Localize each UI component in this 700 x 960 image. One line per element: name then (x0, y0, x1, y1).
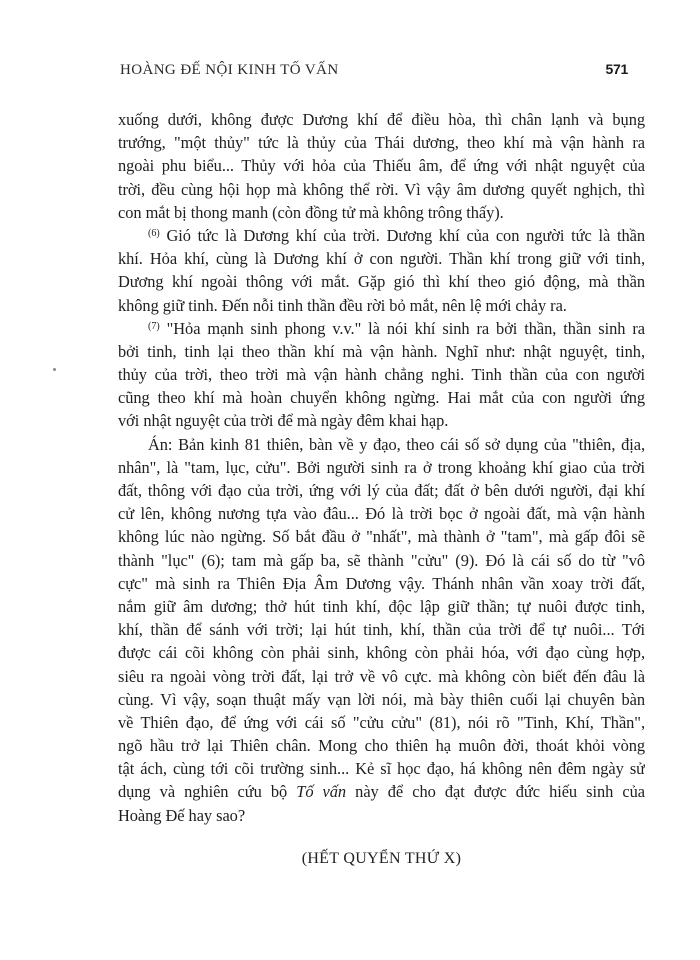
text-line: không giữ tinh. Đến nỗi tinh thần đều rời bỏ mắt, nên lệ mới chảy ra. (118, 295, 567, 315)
text-line: với nhật nguyệt của trời để mà ngày đêm khai hạp. (118, 411, 449, 431)
text-line: khí, thần để sánh với trời; lại hút tinh, khí, thần của trời để tự nuôi... Tới (118, 620, 645, 640)
text-line (118, 224, 645, 247)
text-line: trướng, "một thủy" tức là thủy của Thái dương, theo khí mà vận hành ra (118, 133, 645, 153)
paragraph (118, 317, 645, 433)
text-segment: Gió tức là Dương khí của trời. Dương khí của con người tức là thần (159, 225, 645, 245)
book-title: HOÀNG ĐẾ NỘI KINH TỐ VẤN (120, 62, 339, 78)
text-line (118, 317, 645, 340)
scan-speck-artifact (53, 368, 56, 371)
text-line: Hoàng Đế hay sao? (118, 805, 246, 825)
footnote-marker: (7) (148, 320, 160, 332)
text-line: trời, đều cùng hội họp mà không thể rời. Vì vậy âm dương quyết nghịch, thì (118, 179, 645, 199)
text-line: nhân", là "tam, lục, cửu". Bởi người sinh ra ở trong khoảng khí giao của trời (118, 457, 645, 477)
text-segment: "Hỏa mạnh sinh phong v.v." là nói khí sinh ra bởi thần, thần sinh ra (159, 318, 645, 338)
end-of-volume-notice: (HẾT QUYỂN THỨ X) (301, 850, 462, 867)
running-header (120, 61, 628, 79)
body-text (118, 108, 645, 827)
text-line: con mắt bị thong manh (còn đồng tử mà không trông thấy). (118, 202, 504, 222)
text-segment: này để cho đạt được đức hiếu sinh của (346, 782, 645, 802)
text-line: về Thiên đạo, để ứng với cái số "cửu cửu" (81), nói rõ "Tinh, Khí, Thần", (118, 712, 645, 732)
text-line: ngoài phu biểu... Thủy với hỏa của Thiếu âm, để ứng với nhật nguyệt của (118, 156, 645, 176)
text-line: ngõ hầu trở lại Thiên chân. Mong cho thiên hạ muôn đời, thoát khỏi vòng (118, 736, 645, 756)
paragraph (118, 433, 645, 827)
text-line: thủy của trời, theo trời mà vận hành chẳng nghi. Tinh thần của con người (118, 365, 645, 385)
text-line (118, 780, 645, 803)
text-line: cử lên, không nương tựa vào đâu... Đó là trời bọc ở ngoài đất, mà vận hành (118, 504, 645, 524)
text-segment: dụng và nghiên cứu bộ (118, 782, 297, 802)
text-line: không lúc nào ngừng. Số bắt đầu ở "nhất", mà thành ở "tam", mà gấp đôi sẽ (118, 527, 645, 547)
text-line: cùng. Vì vậy, soạn thuật mấy vạn lời nói, mà bày thiên cuối lại chuyên bàn (118, 689, 645, 709)
text-line: xuống dưới, không được Dương khí để điều hòa, thì chân lạnh và bụng (118, 110, 645, 129)
text-line: Dương khí ngoài thông với mắt. Gặp gió thì khí theo gió động, mà thần (118, 272, 645, 292)
text-line: đất, thông với đạo của trời, ứng với lý của đất; đất ở bên dưới người, đại khí (118, 481, 645, 500)
text-line: thành "lục" (6); tam mà gấp ba, sẽ thành "cửu" (9). Đó là cái số do từ "vô (118, 550, 645, 570)
page-number: 571 (605, 61, 628, 77)
text-line: tật ách, cùng tới cõi trường sinh... Kẻ sĩ học đạo, há không nên đêm ngày sử (118, 759, 645, 779)
text-line: khí. Hỏa khí, cùng là Dương khí ở con người. Thần khí trong giữ với tinh, (118, 249, 645, 269)
text-line: cũng theo khí mà hoàn chuyển không ngừng. Hai mắt của con người ứng (118, 388, 645, 408)
footnote-marker: (6) (148, 227, 160, 239)
text-line: Án: Bản kinh 81 thiên, bàn về y đạo, theo cái số sở dụng của "thiên, địa, (148, 434, 645, 454)
text-line: được cái cõi không còn phải sinh, không còn phải hóa, với đạo cùng hợp, (118, 643, 645, 663)
text-line: cực" mà sinh ra Thiên Địa Âm Dương vậy. Thánh nhân vần xoay trời đất, (118, 573, 645, 593)
text-line: siêu ra ngoài vòng trời đất, lại trở về vô cực. mà không còn biết đến đâu là (118, 666, 645, 686)
text-line: nắm giữ âm dương; thở hút tinh khí, độc lập giữ thần; tự nuôi được tinh, (118, 596, 645, 616)
paragraph (118, 108, 645, 224)
text-line: bởi tinh, tinh lại theo thần khí mà vận hành. Nghĩ như: nhật nguyệt, tinh, (118, 341, 645, 361)
text-segment: Tố vấn (296, 782, 347, 802)
paragraph (118, 224, 645, 317)
